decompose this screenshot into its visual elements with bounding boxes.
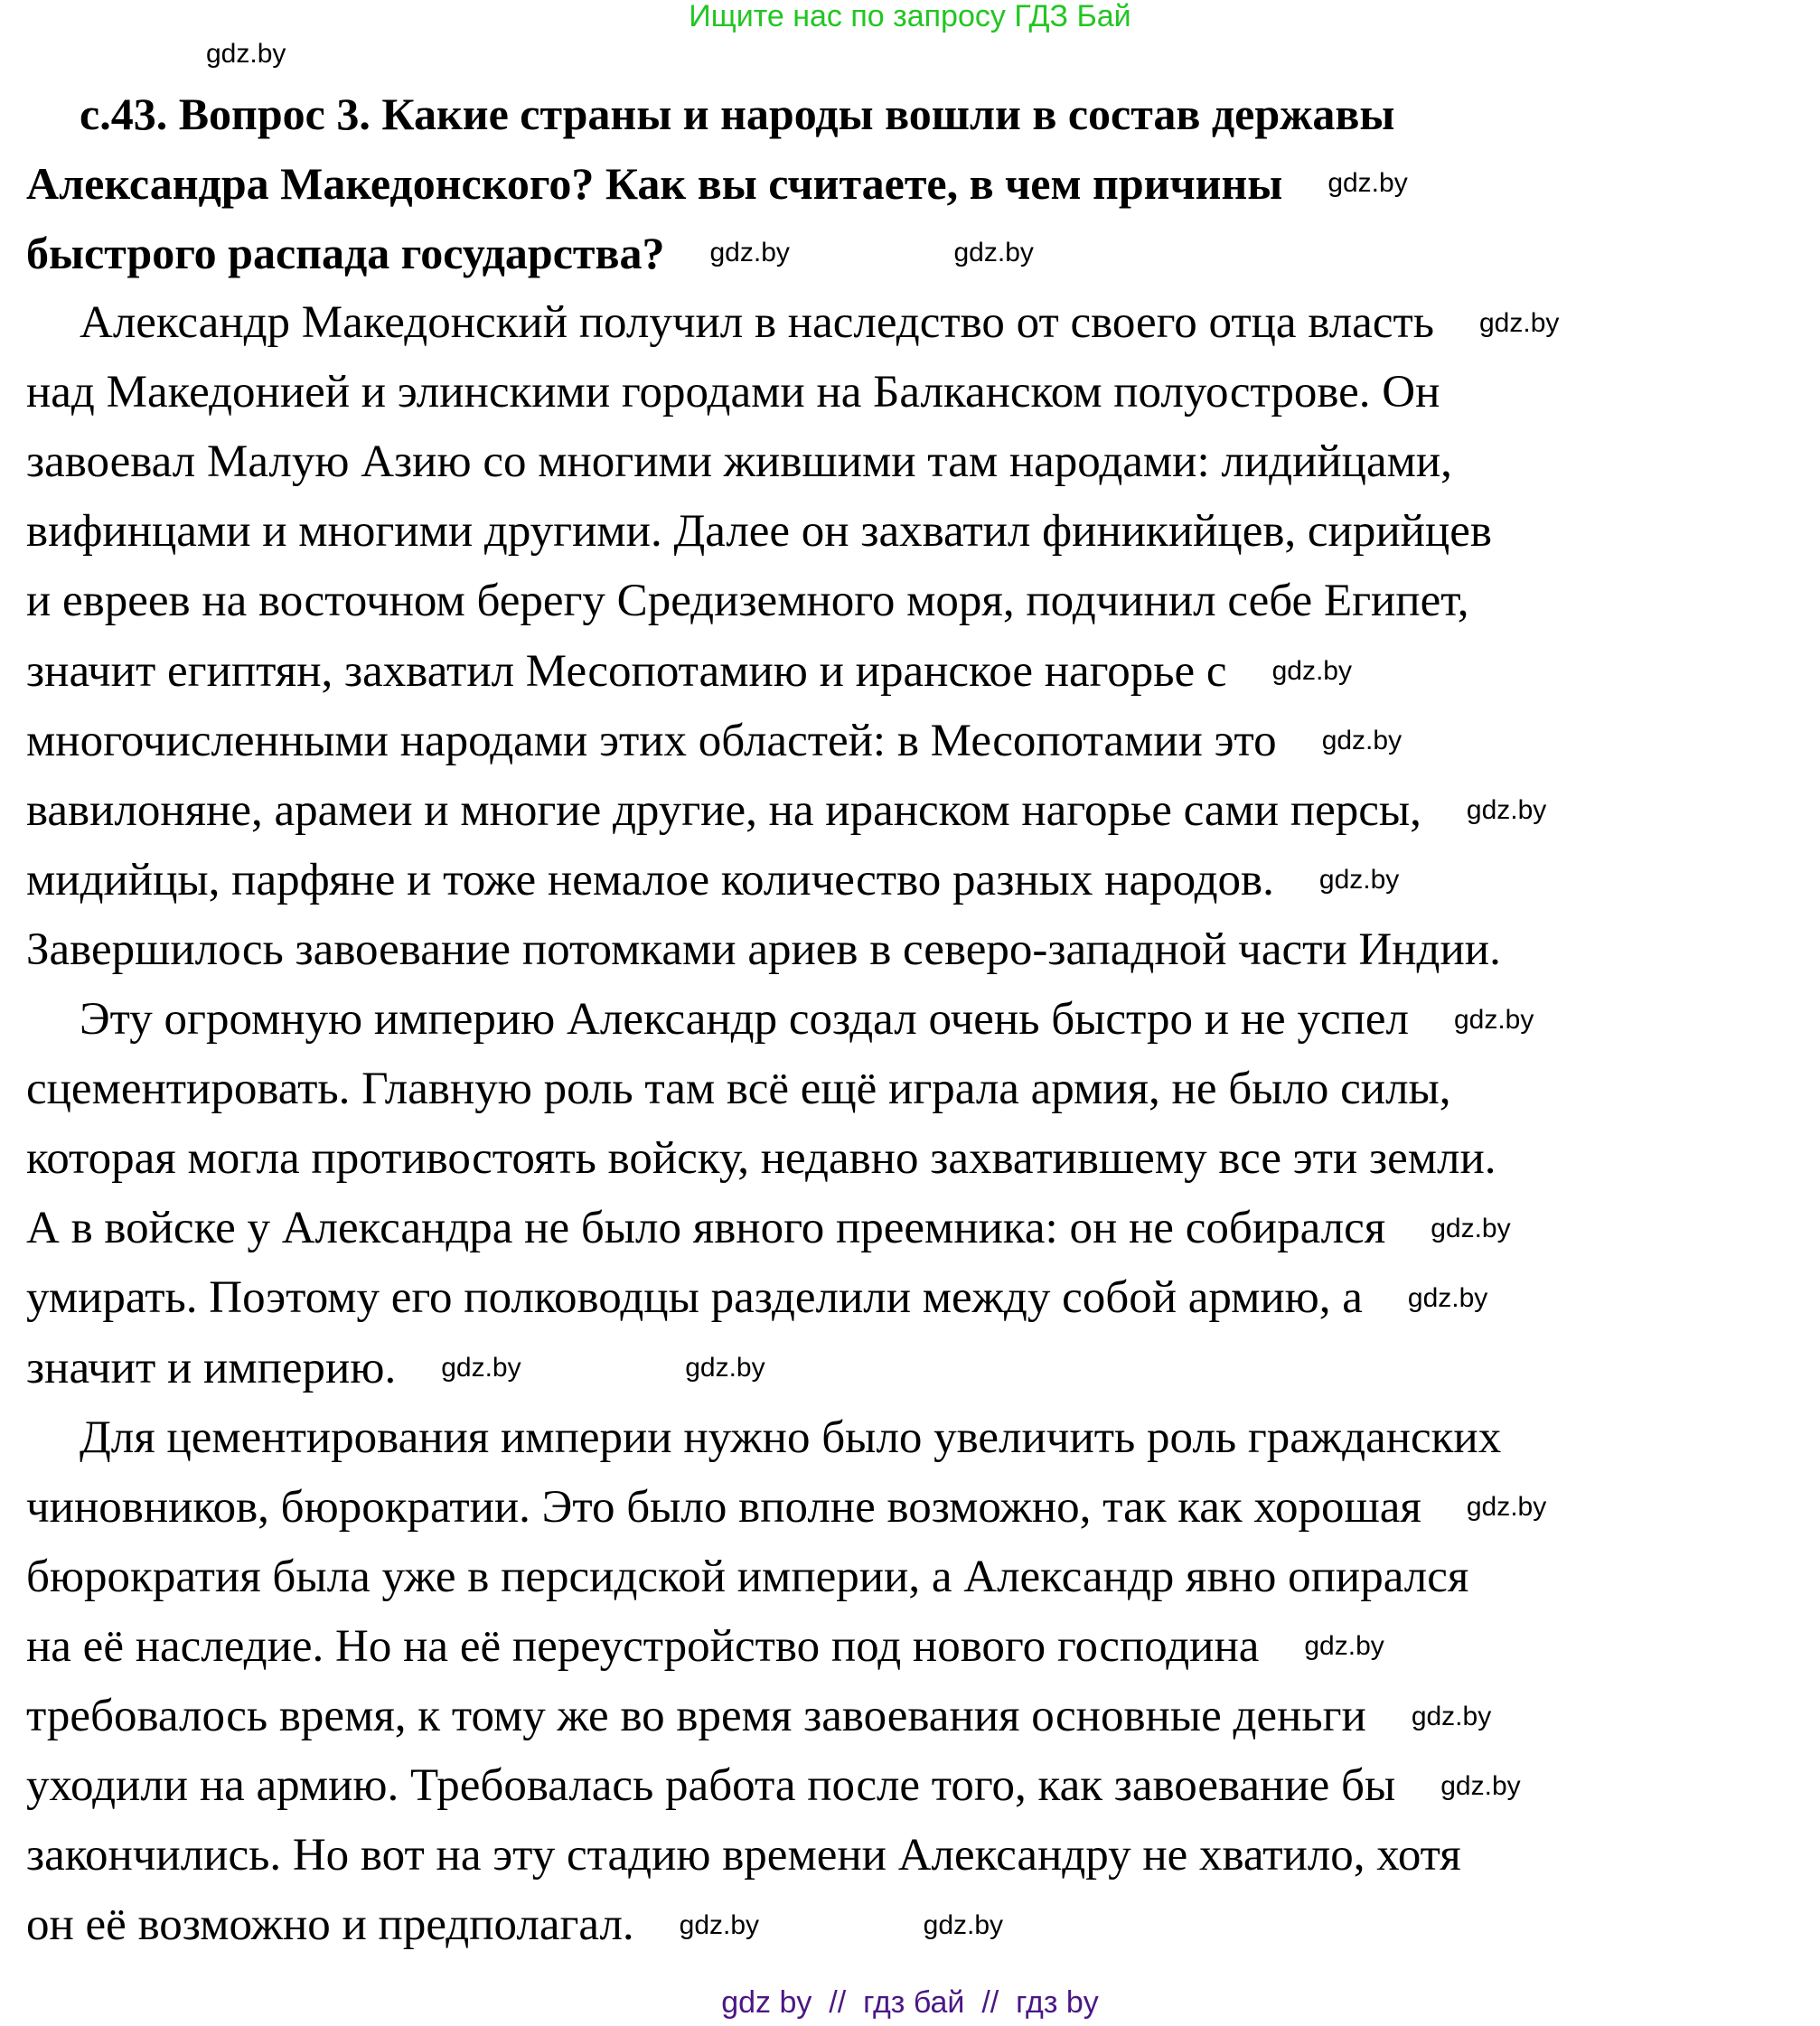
watermark: gdz.by (1411, 1701, 1492, 1731)
answer-text-line: Эту огромную империю Александр создал очень быстро и не успел (80, 994, 1409, 1045)
answer-text-line: закончились. Но вот на эту стадию времени Александру не хватило, хотя (26, 1830, 1461, 1881)
answer-text-line: завоевал Малую Азию со многими жившими там народами: лидийцами, (26, 436, 1452, 488)
watermark: gdz.by (923, 1909, 1004, 1940)
answer-text-line: умирать. Поэтому его полководцы разделили между собой армию, а (26, 1272, 1363, 1324)
watermark: gdz.by (953, 238, 1034, 267)
watermark: gdz.by (1440, 1770, 1521, 1801)
answer-text-line: сцементировать. Главную роль там всё ещё играла армия, не было силы, (26, 1064, 1451, 1115)
watermark: gdz.by (1407, 1282, 1488, 1313)
answer-text-line: А в войске у Александра не было явного преемника: он не собирался (26, 1203, 1386, 1254)
watermark: gdz.by (1479, 307, 1560, 338)
question-heading-line: с.43. Вопрос 3. Какие страны и народы вошли в состав державы (80, 89, 1395, 139)
answer-text-line: значит и империю. (26, 1342, 397, 1393)
watermark: gdz.by (709, 238, 790, 267)
answer-text-line: уходили на армию. Требовалась работа после того, как завоевание бы (26, 1760, 1396, 1812)
answer-text-line: вифинцами и многими другими. Далее он захватил финикийцев, сирийцев (26, 506, 1492, 558)
watermark: gdz.by (206, 39, 286, 69)
question-heading-line: быстрого распада государства? (26, 228, 665, 278)
answer-text-line: он её возможно и предполагал. (26, 1899, 634, 1951)
watermark: gdz.by (679, 1909, 760, 1940)
answer-text-line: Александр Македонский получил в наследство от своего отца власть (80, 297, 1434, 348)
answer-text-line: Для цементирования империи нужно было увеличить роль гражданских (80, 1412, 1502, 1463)
watermark: gdz.by (1466, 795, 1547, 826)
answer-text-line: и евреев на восточном берегу Средиземного моря, подчинил себе Египет, (26, 576, 1469, 627)
watermark: gdz.by (1327, 168, 1408, 198)
answer-text-line: требовалось время, к тому же во время завоевания основные деньги (26, 1691, 1366, 1741)
answer-text-line: на её наследие. Но на её переустройство под нового господина (26, 1620, 1260, 1672)
watermark: gdz.by (1271, 656, 1352, 686)
answer-text-line: значит египтян, захватил Месопотамию и иранское нагорье с (26, 645, 1227, 697)
watermark: gdz.by (1466, 1492, 1547, 1523)
answer-text-line: вавилоняне, арамеи и многие другие, на иранском нагорье сами персы, (26, 784, 1421, 836)
answer-text-line: над Македонией и элинскими городами на Балканском полуострове. Он (26, 367, 1440, 418)
watermark: gdz.by (441, 1353, 521, 1383)
answer-text-line: Завершилось завоевание потомками ариев в северо-западной части Индии. (26, 924, 1501, 975)
answer-text-line: бюрократия была уже в персидской империи, а Александр явно опирался (26, 1551, 1469, 1602)
watermark: gdz.by (1321, 726, 1403, 756)
answer-text-line: которая могла противостоять войску, недавно захватившему все эти земли. (26, 1133, 1496, 1185)
footer-links: gdz by // гдз бай // гдз by (721, 1985, 1099, 2020)
answer-text-line: чиновников, бюрократии. Это было вполне возможно, так как хорошая (26, 1481, 1421, 1533)
answer-text-line: мидийцы, парфяне и тоже немалое количество разных народов. (26, 854, 1274, 905)
question-heading-line: Александра Македонского? Как вы считаете, в чем причины (26, 158, 1283, 209)
watermark: gdz.by (1453, 1004, 1534, 1035)
search-hint-banner: Ищите нас по запросу ГДЗ Бай (689, 0, 1131, 33)
watermark: gdz.by (1318, 865, 1400, 896)
watermark: gdz.by (1431, 1213, 1511, 1243)
watermark: gdz.by (1304, 1631, 1384, 1662)
watermark: gdz.by (685, 1353, 765, 1383)
answer-text-line: многочисленными народами этих областей: в Месопотамии это (26, 715, 1277, 766)
